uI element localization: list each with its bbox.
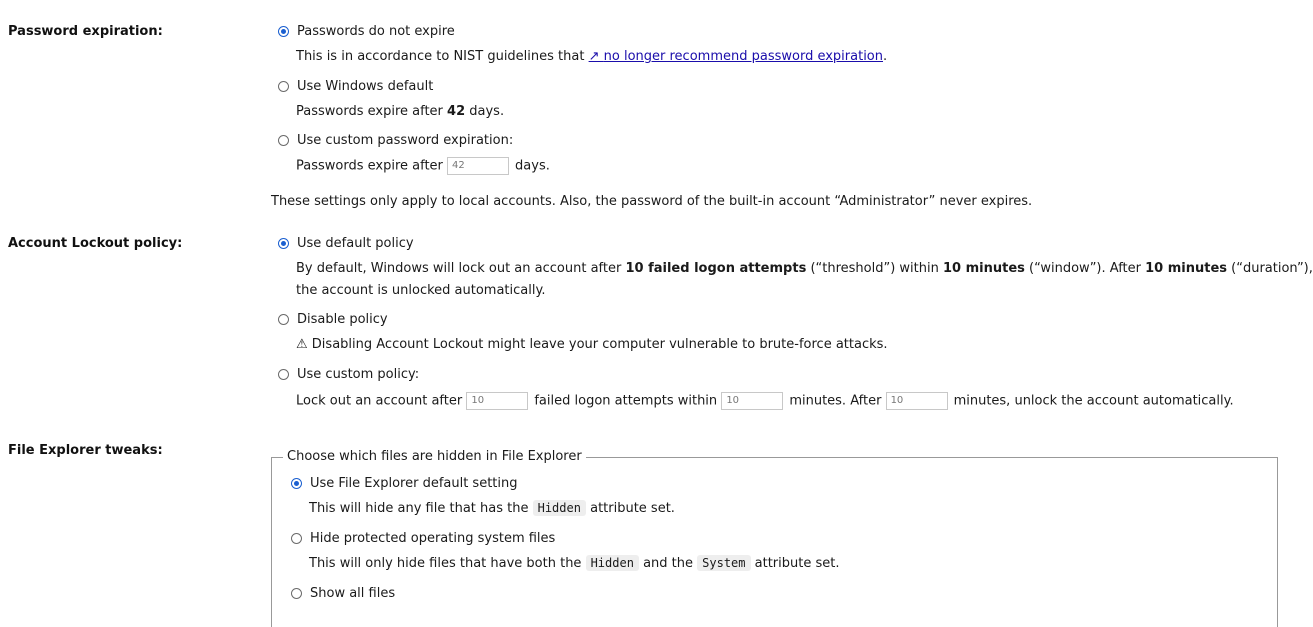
radio-hide-protected-files[interactable] — [291, 533, 302, 544]
hidden-attribute-code: Hidden — [586, 555, 639, 571]
desc-text: failed logon attempts within — [534, 393, 718, 409]
password-expiration-label: Password expiration: — [8, 24, 163, 39]
system-attribute-code: System — [697, 555, 750, 571]
option-label: Use File Explorer default setting — [310, 476, 518, 491]
radio-use-windows-default[interactable] — [278, 81, 289, 92]
option-file-explorer-default[interactable] — [291, 476, 518, 491]
radio-disable-policy[interactable] — [278, 314, 289, 325]
option-passwords-do-not-expire[interactable] — [278, 24, 455, 39]
option-use-default-policy[interactable] — [278, 236, 414, 251]
window-value: 10 minutes — [942, 261, 1025, 276]
desc-text: days. — [515, 158, 550, 174]
file-explorer-label: File Explorer tweaks: — [8, 443, 163, 458]
option-use-windows-default[interactable] — [278, 79, 433, 94]
window-input[interactable]: 10 — [721, 392, 783, 410]
file-explorer-default-description — [309, 501, 675, 516]
option-label: Disable policy — [297, 312, 388, 327]
option-label: Use Windows default — [297, 79, 434, 94]
desc-text: By default, Windows will lock out an account after — [296, 261, 626, 276]
fieldset-legend: Choose which files are hidden in File Explorer — [283, 449, 586, 464]
desc-text: Passwords expire after — [296, 158, 443, 174]
option-label: Passwords do not expire — [297, 24, 455, 39]
default-policy-description-line1 — [296, 261, 1313, 276]
custom-policy-description — [296, 392, 1234, 410]
option-label: Show all files — [310, 586, 396, 601]
desc-text: and the — [638, 556, 698, 571]
option-use-custom-policy[interactable] — [278, 367, 419, 382]
account-lockout-label: Account Lockout policy: — [8, 236, 183, 251]
desc-text: (“threshold”) within — [806, 261, 943, 276]
desc-text: attribute set. — [585, 501, 675, 516]
desc-text: This is in accordance to NIST guidelines that — [296, 49, 589, 64]
option-custom-expiration[interactable] — [278, 133, 513, 148]
desc-text: Passwords expire after — [296, 104, 448, 119]
link-text: no longer recommend password expiration — [603, 49, 883, 64]
duration-value: 10 minutes — [1145, 261, 1228, 276]
desc-text: attribute set. — [750, 556, 840, 571]
desc-text: minutes, unlock the account automatically. — [953, 393, 1234, 409]
threshold-value: 10 failed logon attempts — [625, 261, 807, 276]
expiration-days-input[interactable]: 42 — [447, 157, 509, 175]
local-accounts-note: These settings only apply to local accounts. Also, the password of the built-in account “Administrator” never expires. — [271, 194, 1033, 209]
warning-icon: ⚠ — [296, 337, 308, 352]
desc-text: . — [883, 49, 888, 64]
disable-policy-warning — [296, 337, 888, 352]
radio-show-all-files[interactable] — [291, 588, 302, 599]
threshold-input[interactable]: 10 — [466, 392, 528, 410]
option-hide-protected-files[interactable] — [291, 531, 555, 546]
option-label: Hide protected operating system files — [310, 531, 556, 546]
option-label: Use custom policy: — [297, 367, 420, 382]
default-policy-description-line2: the account is unlocked automatically. — [296, 283, 546, 298]
duration-input[interactable]: 10 — [886, 392, 948, 410]
desc-text: (“duration”), — [1227, 261, 1313, 276]
nist-guidelines-link[interactable] — [589, 49, 883, 64]
option-disable-policy[interactable] — [278, 312, 388, 327]
radio-custom-expiration[interactable] — [278, 135, 289, 146]
external-link-icon: ↗ — [588, 49, 600, 64]
radio-file-explorer-default[interactable] — [291, 478, 302, 489]
radio-use-custom-policy[interactable] — [278, 369, 289, 380]
windows-default-description — [296, 104, 504, 119]
desc-text: days. — [465, 104, 505, 119]
option-label: Use default policy — [297, 236, 414, 251]
days-value: 42 — [447, 104, 466, 119]
option-show-all-files[interactable] — [291, 586, 395, 601]
hidden-attribute-code: Hidden — [533, 500, 586, 516]
nist-description — [296, 49, 887, 64]
hide-protected-files-description — [309, 556, 839, 571]
desc-text: This will hide any file that has the — [309, 501, 533, 516]
radio-use-default-policy[interactable] — [278, 238, 289, 249]
desc-text: This will only hide files that have both the — [309, 556, 586, 571]
radio-passwords-do-not-expire[interactable] — [278, 26, 289, 37]
custom-expiration-description — [296, 157, 550, 175]
desc-text: (“window”). After — [1024, 261, 1146, 276]
desc-text: Lock out an account after — [296, 393, 463, 409]
desc-text: Disabling Account Lockout might leave your computer vulnerable to brute-force attacks. — [311, 337, 888, 352]
desc-text: minutes. After — [789, 393, 882, 409]
option-label: Use custom password expiration: — [297, 133, 514, 148]
